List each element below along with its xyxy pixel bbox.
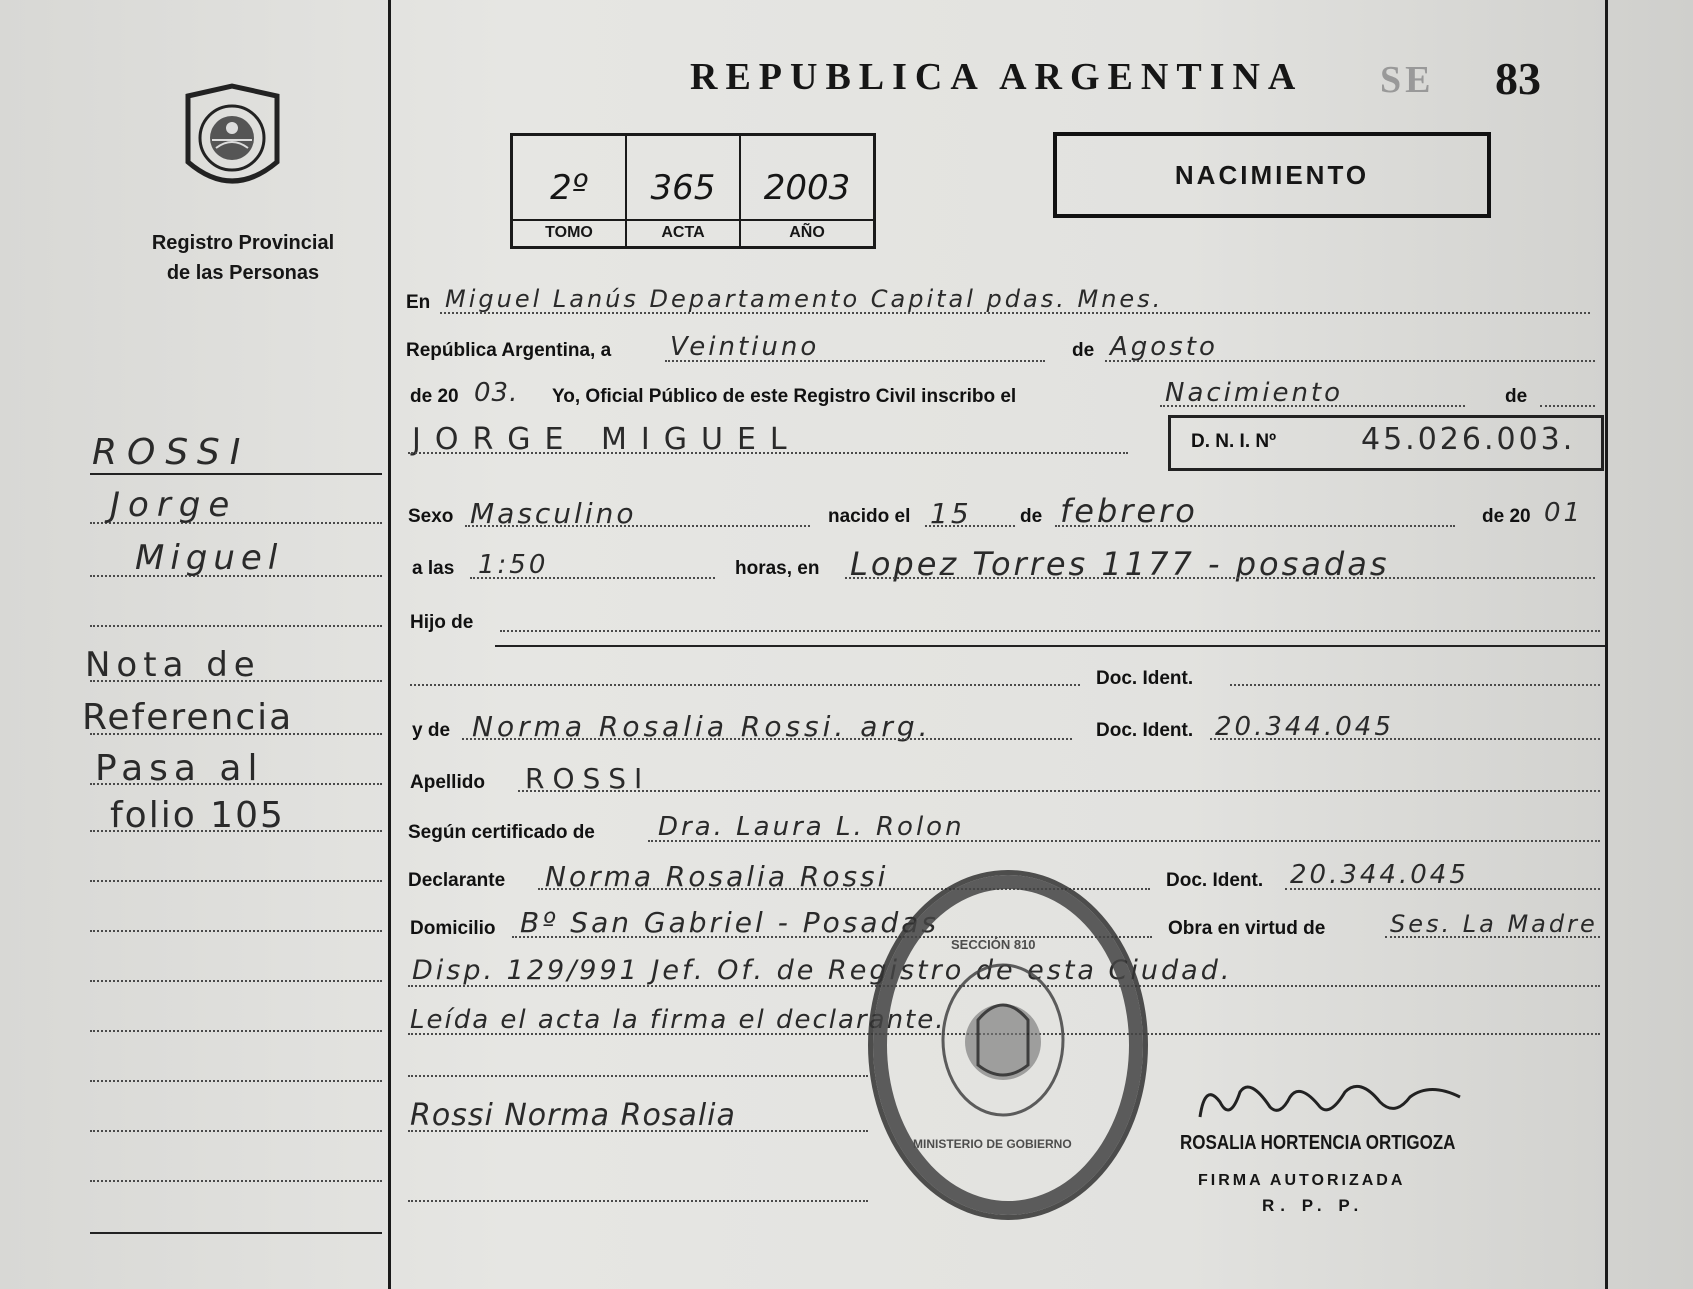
registry-line-1: Registro Provincial: [151, 232, 335, 254]
ano-label: AÑO: [741, 219, 873, 242]
tomo-label: TOMO: [513, 219, 625, 242]
margin-rule: [90, 473, 382, 475]
provincial-seal-icon: [180, 82, 285, 200]
form-rule: [925, 525, 1015, 527]
birth-year: 01: [1544, 498, 1584, 528]
form-rule: [845, 577, 1595, 579]
margin-note-2: Referencia: [82, 697, 294, 738]
birth-place: Lopez Torres 1177 - posadas: [850, 545, 1390, 583]
dni-label: D. N. I. Nº: [1191, 431, 1277, 452]
serial-prefix: SE: [1380, 59, 1435, 101]
form-rule: [462, 738, 1072, 740]
form-rule: [1210, 738, 1600, 740]
extra-line-1: Disp. 129/991 Jef. Of. de Registro de esta Ciudad.: [412, 955, 1233, 986]
margin-divider-line: [388, 0, 391, 1289]
margin-rule: [90, 1130, 382, 1132]
certificado-label: Según certificado de: [408, 822, 595, 843]
stamp-emblem-icon: [868, 870, 1138, 1210]
birth-day: 15: [930, 497, 972, 530]
record-reference-box: [510, 133, 876, 249]
nacido-label: nacido el: [828, 506, 911, 527]
form-rule: [518, 790, 1600, 792]
form-rule: [1540, 405, 1595, 407]
declarante-value: Norma Rosalia Rossi: [545, 860, 889, 893]
acta-label: ACTA: [627, 219, 739, 242]
birth-hour: 1:50: [478, 550, 549, 580]
acta-value: 365: [650, 168, 716, 208]
form-rule: [500, 630, 1600, 632]
form-rule: [1385, 936, 1600, 938]
form-rule: [465, 525, 810, 527]
declarante-doc-label: Doc. Ident.: [1166, 870, 1264, 891]
dni-value: 45.026.003.: [1361, 422, 1576, 457]
father-doc-label: Doc. Ident.: [1096, 668, 1194, 689]
form-rule: [1285, 888, 1600, 890]
official-statement: Yo, Oficial Público de este Registro Civil inscribo el: [552, 386, 1017, 407]
signature-rule: [408, 1130, 868, 1132]
de-label: de: [1072, 340, 1095, 361]
official-name: ROSALIA HORTENCIA ORTIGOZA: [1180, 1132, 1456, 1154]
form-rule: [648, 840, 1600, 842]
declarante-label: Declarante: [408, 870, 506, 891]
form-rule: [408, 1200, 868, 1202]
child-given-names: JORGE MIGUEL: [412, 422, 801, 457]
margin-rule: [90, 1030, 382, 1032]
certificado-value: Dra. Laura L. Rolon: [658, 812, 965, 842]
birth-month: febrero: [1060, 492, 1198, 530]
form-rule: [495, 645, 1605, 647]
document-title: REPUBLICA ARGENTINA: [690, 56, 1304, 98]
stamp-inner-text: MINISTERIO DE GOBIERNO: [913, 1137, 1072, 1151]
registration-month: Agosto: [1110, 332, 1218, 362]
tomo-value: 2º: [550, 168, 588, 208]
form-rule: [1160, 405, 1465, 407]
yde-label: y de: [412, 720, 451, 741]
form-rule: [440, 312, 1590, 314]
registry-name: [118, 228, 368, 288]
mother-name: Norma Rosalia Rossi. arg.: [472, 710, 932, 743]
registry-line-2: de las Personas: [166, 262, 320, 284]
margin-rule: [90, 1180, 382, 1182]
margin-name-2: Miguel: [135, 538, 284, 578]
rpp-label: R. P. P.: [1262, 1196, 1365, 1215]
registration-day: Veintiuno: [670, 332, 820, 362]
form-rule: [470, 577, 715, 579]
form-rule: [408, 452, 1128, 454]
document-number: 83: [1495, 53, 1541, 104]
declarante-doc-value: 20.344.045: [1290, 860, 1469, 890]
sex-value: Masculino: [470, 497, 637, 530]
horas-label: horas, en: [735, 558, 820, 579]
registration-year: 03.: [474, 378, 519, 408]
extra-line-2: Leída el acta la firma el declarante.: [410, 1005, 946, 1035]
form-rule: [408, 1075, 868, 1077]
form-rule: [665, 360, 1045, 362]
right-border-line: [1605, 0, 1608, 1289]
dni-box: [1168, 415, 1604, 471]
authorized-signature-label: FIRMA AUTORIZADA: [1198, 1172, 1406, 1189]
record-type-box: NACIMIENTO: [1053, 132, 1491, 218]
place-of-registration: Miguel Lanús Departamento Capital pdas. Mnes.: [445, 285, 1164, 313]
margin-rule: [90, 625, 382, 627]
acta-cell: [627, 136, 741, 246]
margin-note-1: Nota de: [85, 645, 261, 685]
ano-cell: [741, 136, 873, 246]
margin-note-3: Pasa al: [95, 748, 264, 789]
sexo-label: Sexo: [408, 506, 454, 527]
ano-value: 2003: [763, 168, 851, 208]
obra-label: Obra en virtud de: [1168, 918, 1326, 939]
de-label-3: de: [1020, 506, 1043, 527]
form-rule: [1105, 360, 1595, 362]
en-label: En: [406, 292, 431, 313]
form-rule: [1055, 525, 1455, 527]
mother-doc-label: Doc. Ident.: [1096, 720, 1194, 741]
domicilio-value: Bº San Gabriel - Posadas: [520, 906, 939, 939]
obra-value: Ses. La Madre: [1390, 910, 1598, 938]
de-label-2: de: [1505, 386, 1528, 407]
tomo-cell: [513, 136, 627, 246]
margin-surname: ROSSI: [92, 432, 251, 473]
inscription-type: Nacimiento: [1165, 378, 1344, 408]
margin-name-1: Jorge: [110, 485, 238, 525]
margin-note-4: folio 105: [110, 795, 285, 836]
domicilio-label: Domicilio: [410, 918, 496, 939]
official-oval-stamp: [868, 870, 1148, 1220]
de-20-label: de 20: [410, 386, 459, 407]
de-20-label-2: de 20: [1482, 506, 1531, 527]
hijo-label: Hijo de: [410, 612, 474, 633]
margin-rule: [90, 980, 382, 982]
margin-rule: [90, 930, 382, 932]
margin-rule: [90, 1080, 382, 1082]
mother-doc-value: 20.344.045: [1215, 712, 1394, 742]
apellido-label: Apellido: [410, 772, 485, 793]
stamp-section-text: SECCIÓN 810: [951, 937, 1036, 952]
margin-rule: [90, 1232, 382, 1234]
form-rule: [410, 684, 1080, 686]
declarant-signature: Rossi Norma Rosalia: [410, 1098, 736, 1133]
form-rule: [1230, 684, 1600, 686]
apellido-value: ROSSI: [525, 762, 651, 795]
margin-rule: [90, 880, 382, 882]
republica-label: República Argentina, a: [406, 340, 612, 361]
alas-label: a las: [412, 558, 455, 579]
official-signature-icon: [1180, 1072, 1480, 1132]
